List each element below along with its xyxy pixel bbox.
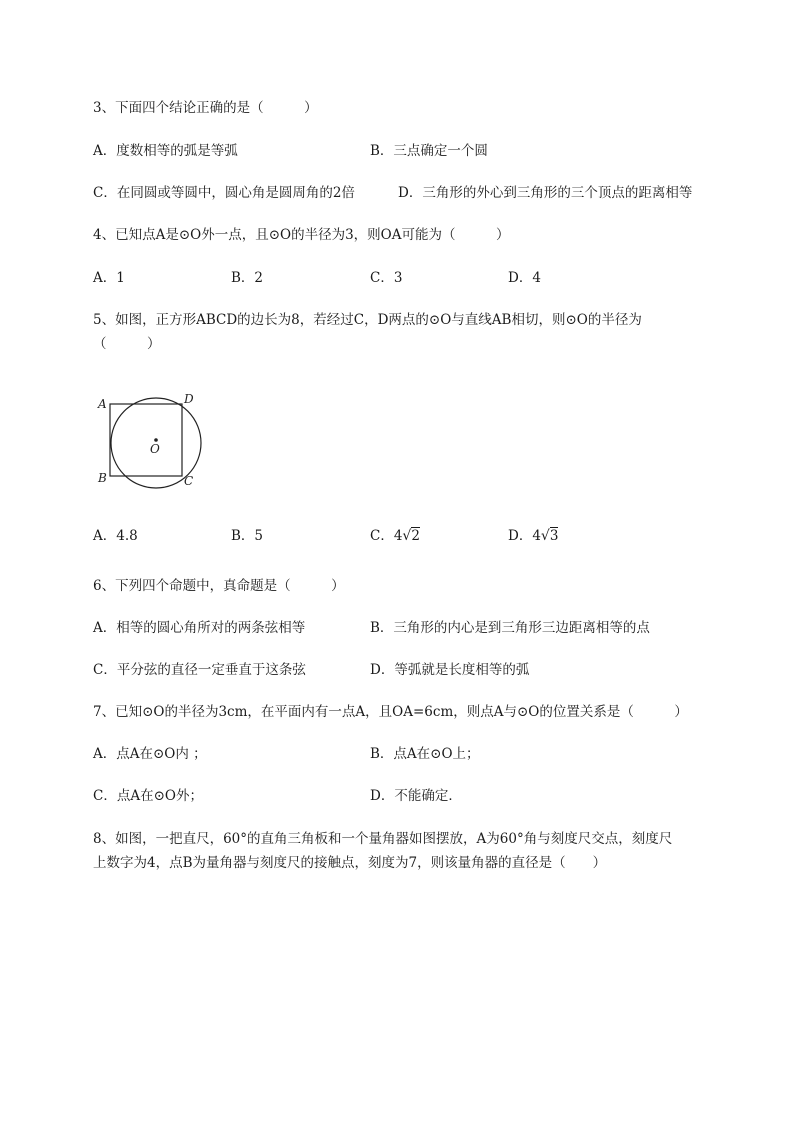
q5-option-a: A．4.8 <box>93 528 138 544</box>
q6-option-d: D．等弧就是长度相等的弧 <box>370 662 530 678</box>
label-o: O <box>150 442 160 456</box>
radicand-2: 2 <box>411 528 420 544</box>
q3-option-b: B．三点确定一个圆 <box>370 143 488 159</box>
q5-figure-square-circle <box>92 390 222 490</box>
label-b: B <box>98 471 107 485</box>
q3-option-d: D．三角形的外心到三角形的三个顶点的距离相等 <box>398 185 693 201</box>
q6-stem: 6、下列四个命题中，真命题是（ ） <box>93 578 345 594</box>
q4-option-c: C．3 <box>370 270 403 286</box>
q6-option-a: A．相等的圆心角所对的两条弦相等 <box>93 620 306 636</box>
q5-option-d-prefix: D．4 <box>508 528 541 544</box>
sqrt-2: √2 <box>402 528 420 544</box>
sqrt-3: √3 <box>540 528 559 544</box>
radicand-3: 3 <box>549 528 559 544</box>
q5-option-d <box>508 526 558 546</box>
q7-option-b: B．点A在⊙O上； <box>370 746 480 762</box>
q5-option-b: B．5 <box>231 528 264 544</box>
q3-option-c: C．在同圆或等圆中，圆心角是圆周角的2倍 <box>93 185 355 201</box>
q5-option-c <box>370 526 420 546</box>
q5-stem-line1: 5、如图，正方形ABCD的边长为8，若经过C，D两点的⊙O与直线AB相切，则⊙O的半径为 <box>93 312 642 328</box>
q6-option-c: C．平分弦的直径一定垂直于这条弦 <box>93 662 306 678</box>
q7-option-d: D．不能确定． <box>370 788 462 804</box>
q8-stem-line2: 上数字为4，点B为量角器与刻度尺的接触点，刻度为7，则该量角器的直径是（ ） <box>93 855 607 871</box>
q5-option-c-prefix: C．4 <box>370 528 403 544</box>
q7-stem: 7、已知⊙O的半径为3cm，在平面内有一点A，且OA=6cm，则点A与⊙O的位置关系是（ ） <box>93 704 688 720</box>
q4-option-b: B．2 <box>231 270 264 286</box>
q4-stem: 4、已知点A是⊙O外一点，且⊙O的半径为3，则OA可能为（ ） <box>93 227 510 243</box>
q4-option-a: A．1 <box>93 270 125 286</box>
q7-option-c: C．点A在⊙O外； <box>93 788 203 804</box>
label-d: D <box>184 392 194 406</box>
q8-stem-line1: 8、如图，一把直尺，60°的直角三角板和一个量角器如图摆放，A为60°角与刻度尺交点，刻度尺 <box>93 831 673 847</box>
q3-option-a: A．度数相等的弧是等弧 <box>93 143 238 159</box>
q3-stem: 3、下面四个结论正确的是（ ） <box>93 100 318 116</box>
q7-option-a: A．点A在⊙O内 ； <box>93 746 207 762</box>
q6-option-b: B．三角形的内心是到三角形三边距离相等的点 <box>370 620 650 636</box>
q4-option-d: D．4 <box>508 270 541 286</box>
label-a: A <box>98 397 107 411</box>
q5-stem-line2: （ ） <box>93 336 161 352</box>
label-c: C <box>184 474 194 488</box>
